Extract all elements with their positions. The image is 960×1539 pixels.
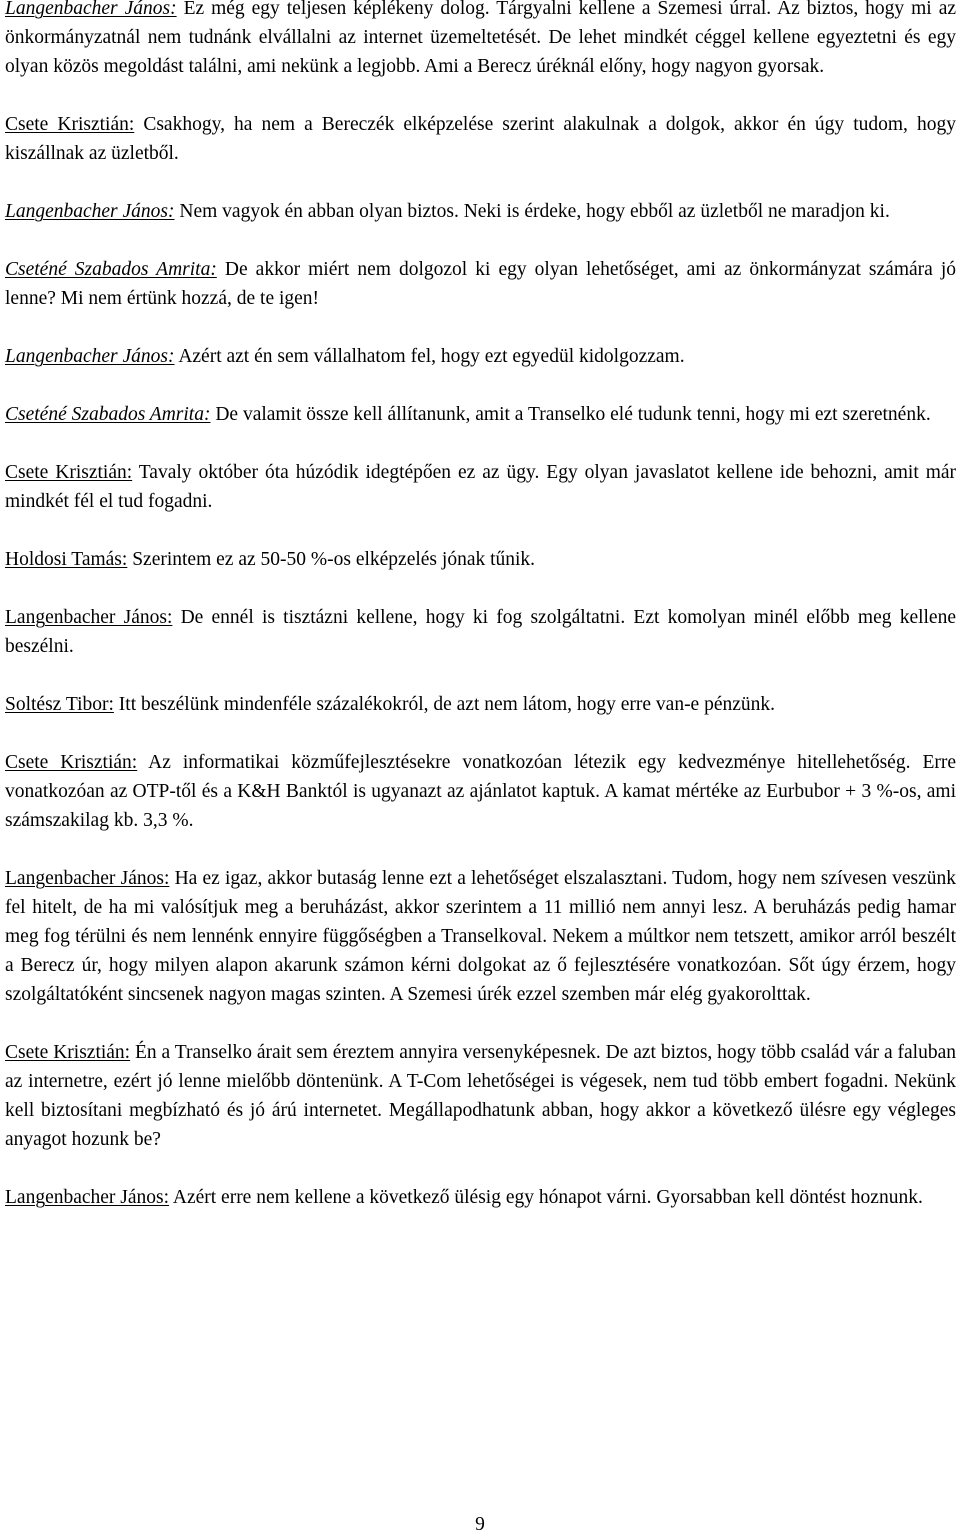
paragraph-text: De valamit össze kell állítanunk, amit a Transelko elé tudunk tenni, hogy mi ezt szeretnénk.: [210, 404, 931, 425]
paragraph-2: [5, 110, 956, 168]
paragraph-text: Szerintem ez az 50-50 %-os elképzelés jónak tűnik.: [127, 549, 536, 570]
speaker-name: Csete Krisztián:: [5, 1042, 131, 1063]
paragraph-text: Azért azt én sem vállalhatom fel, hogy ezt egyedül kidolgozzam.: [174, 346, 685, 367]
paragraph-text: Nem vagyok én abban olyan biztos. Neki is érdeke, hogy ebből az üzletből ne maradjon ki.: [174, 201, 890, 222]
paragraph-6: [5, 400, 956, 429]
speaker-name: Csete Krisztián:: [5, 752, 138, 773]
speaker-name: Langenbacher János:: [5, 868, 170, 889]
speaker-name: Csete Krisztián:: [5, 462, 133, 483]
paragraph-3: [5, 197, 956, 226]
speaker-name: Langenbacher János:: [5, 0, 177, 19]
speaker-name: Langenbacher János:: [5, 607, 173, 628]
speaker-name: Cseténé Szabados Amrita:: [5, 259, 217, 280]
paragraph-14: [5, 1183, 956, 1212]
speaker-name: Langenbacher János:: [5, 201, 175, 222]
paragraph-text: Ha ez igaz, akkor butaság lenne ezt a lehetőséget elszalasztani. Tudom, hogy nem szívesen veszünk fel hitelt, de ha mi valósítjuk meg a beruházást, akkor szerintem a 11 millió nem annyi lesz. A beruházás pedig hamar meg fog térülni és nem lennénk ennyire függőségben a Transelkoval. Nekem a múltkor nem tetszett, amikor arról beszélt a Berecz úr, hogy milyen alapon akarunk számon kérni dolgokat az ő fejlesztésére vonatkozóan. Sőt úgy érzem, hogy szolgáltatóként sincsenek nagyon magas szinten. A Szemesi úrék ezzel szemben már elég gyakorolttak.: [5, 868, 956, 1005]
paragraph-text: Azért erre nem kellene a következő ülésig egy hónapot várni. Gyorsabban kell döntést hoznunk.: [169, 1187, 923, 1208]
paragraph-text: Csakhogy, ha nem a Bereczék elképzelése szerint alakulnak a dolgok, akkor én úgy tudom, hogy kiszállnak az üzletből.: [5, 114, 956, 164]
page-number: 9: [475, 1514, 485, 1535]
paragraph-8: [5, 545, 956, 574]
paragraph-4: [5, 255, 956, 313]
speaker-name: Csete Krisztián:: [5, 114, 135, 135]
speaker-name: Langenbacher János:: [5, 346, 175, 367]
paragraph-text: Az informatikai közműfejlesztésekre vonatkozóan létezik egy kedvezménye hitellehetőség. Erre vonatkozóan az OTP-től és a K&H Banktól is ugyanazt az ajánlatot kaptuk. A kamat mértéke az Eurbubor + 3 %-os, ami számszakilag kb. 3,3 %.: [5, 752, 956, 831]
paragraph-9: [5, 603, 956, 661]
paragraph-11: [5, 748, 956, 835]
speaker-name: Langenbacher János:: [5, 1187, 170, 1208]
paragraph-1: [5, 0, 956, 81]
paragraph-text: De ennél is tisztázni kellene, hogy ki fog szolgáltatni. Ezt komolyan minél előbb meg kellene beszélni.: [5, 607, 956, 657]
paragraph-13: [5, 1038, 956, 1154]
speaker-name: Holdosi Tamás:: [5, 549, 128, 570]
paragraph-text: Tavaly október óta húzódik idegtépően ez az ügy. Egy olyan javaslatot kellene ide behozni, amit már mindkét fél el tud fogadni.: [5, 462, 957, 512]
speaker-name: Soltész Tibor:: [5, 694, 114, 715]
speaker-name: Cseténé Szabados Amrita:: [5, 404, 211, 425]
paragraph-text: Itt beszélünk mindenféle százalékokról, de azt nem látom, hogy erre van-e pénzünk.: [113, 694, 776, 715]
paragraph-10: [5, 690, 956, 719]
paragraph-12: [5, 864, 956, 1009]
paragraph-text: Ez még egy teljesen képlékeny dolog. Tárgyalni kellene a Szemesi úrral. Az biztos, hogy mi az önkormányzatnál nem tudnánk elvállalni az internet üzemeltetését. De lehet mindkét céggel kellene egyeztetni és egy olyan közös megoldást találni, ami nekünk a legjobb. Ami a Berecz úréknál előny, hogy nagyon gyorsak.: [5, 0, 956, 77]
paragraph-text: Én a Transelko árait sem éreztem annyira versenyképesnek. De azt biztos, hogy több család vár a faluban az internetre, ezért jó lenne mielőbb döntenünk. A T-Com lehetőségei is végesek, nem tud több embert fogadni. Nekünk kell biztosítani megbízható és jó árú internetet. Megállapodhatunk abban, hogy akkor a következő ülésre egy végleges anyagot hozunk be?: [5, 1042, 956, 1150]
paragraph-7: [5, 458, 956, 516]
paragraph-text: De akkor miért nem dolgozol ki egy olyan lehetőséget, ami az önkormányzat számára jó lenne? Mi nem értünk hozzá, de te igen!: [5, 259, 957, 309]
paragraph-5: [5, 342, 956, 371]
document-page: [5, 0, 956, 1241]
